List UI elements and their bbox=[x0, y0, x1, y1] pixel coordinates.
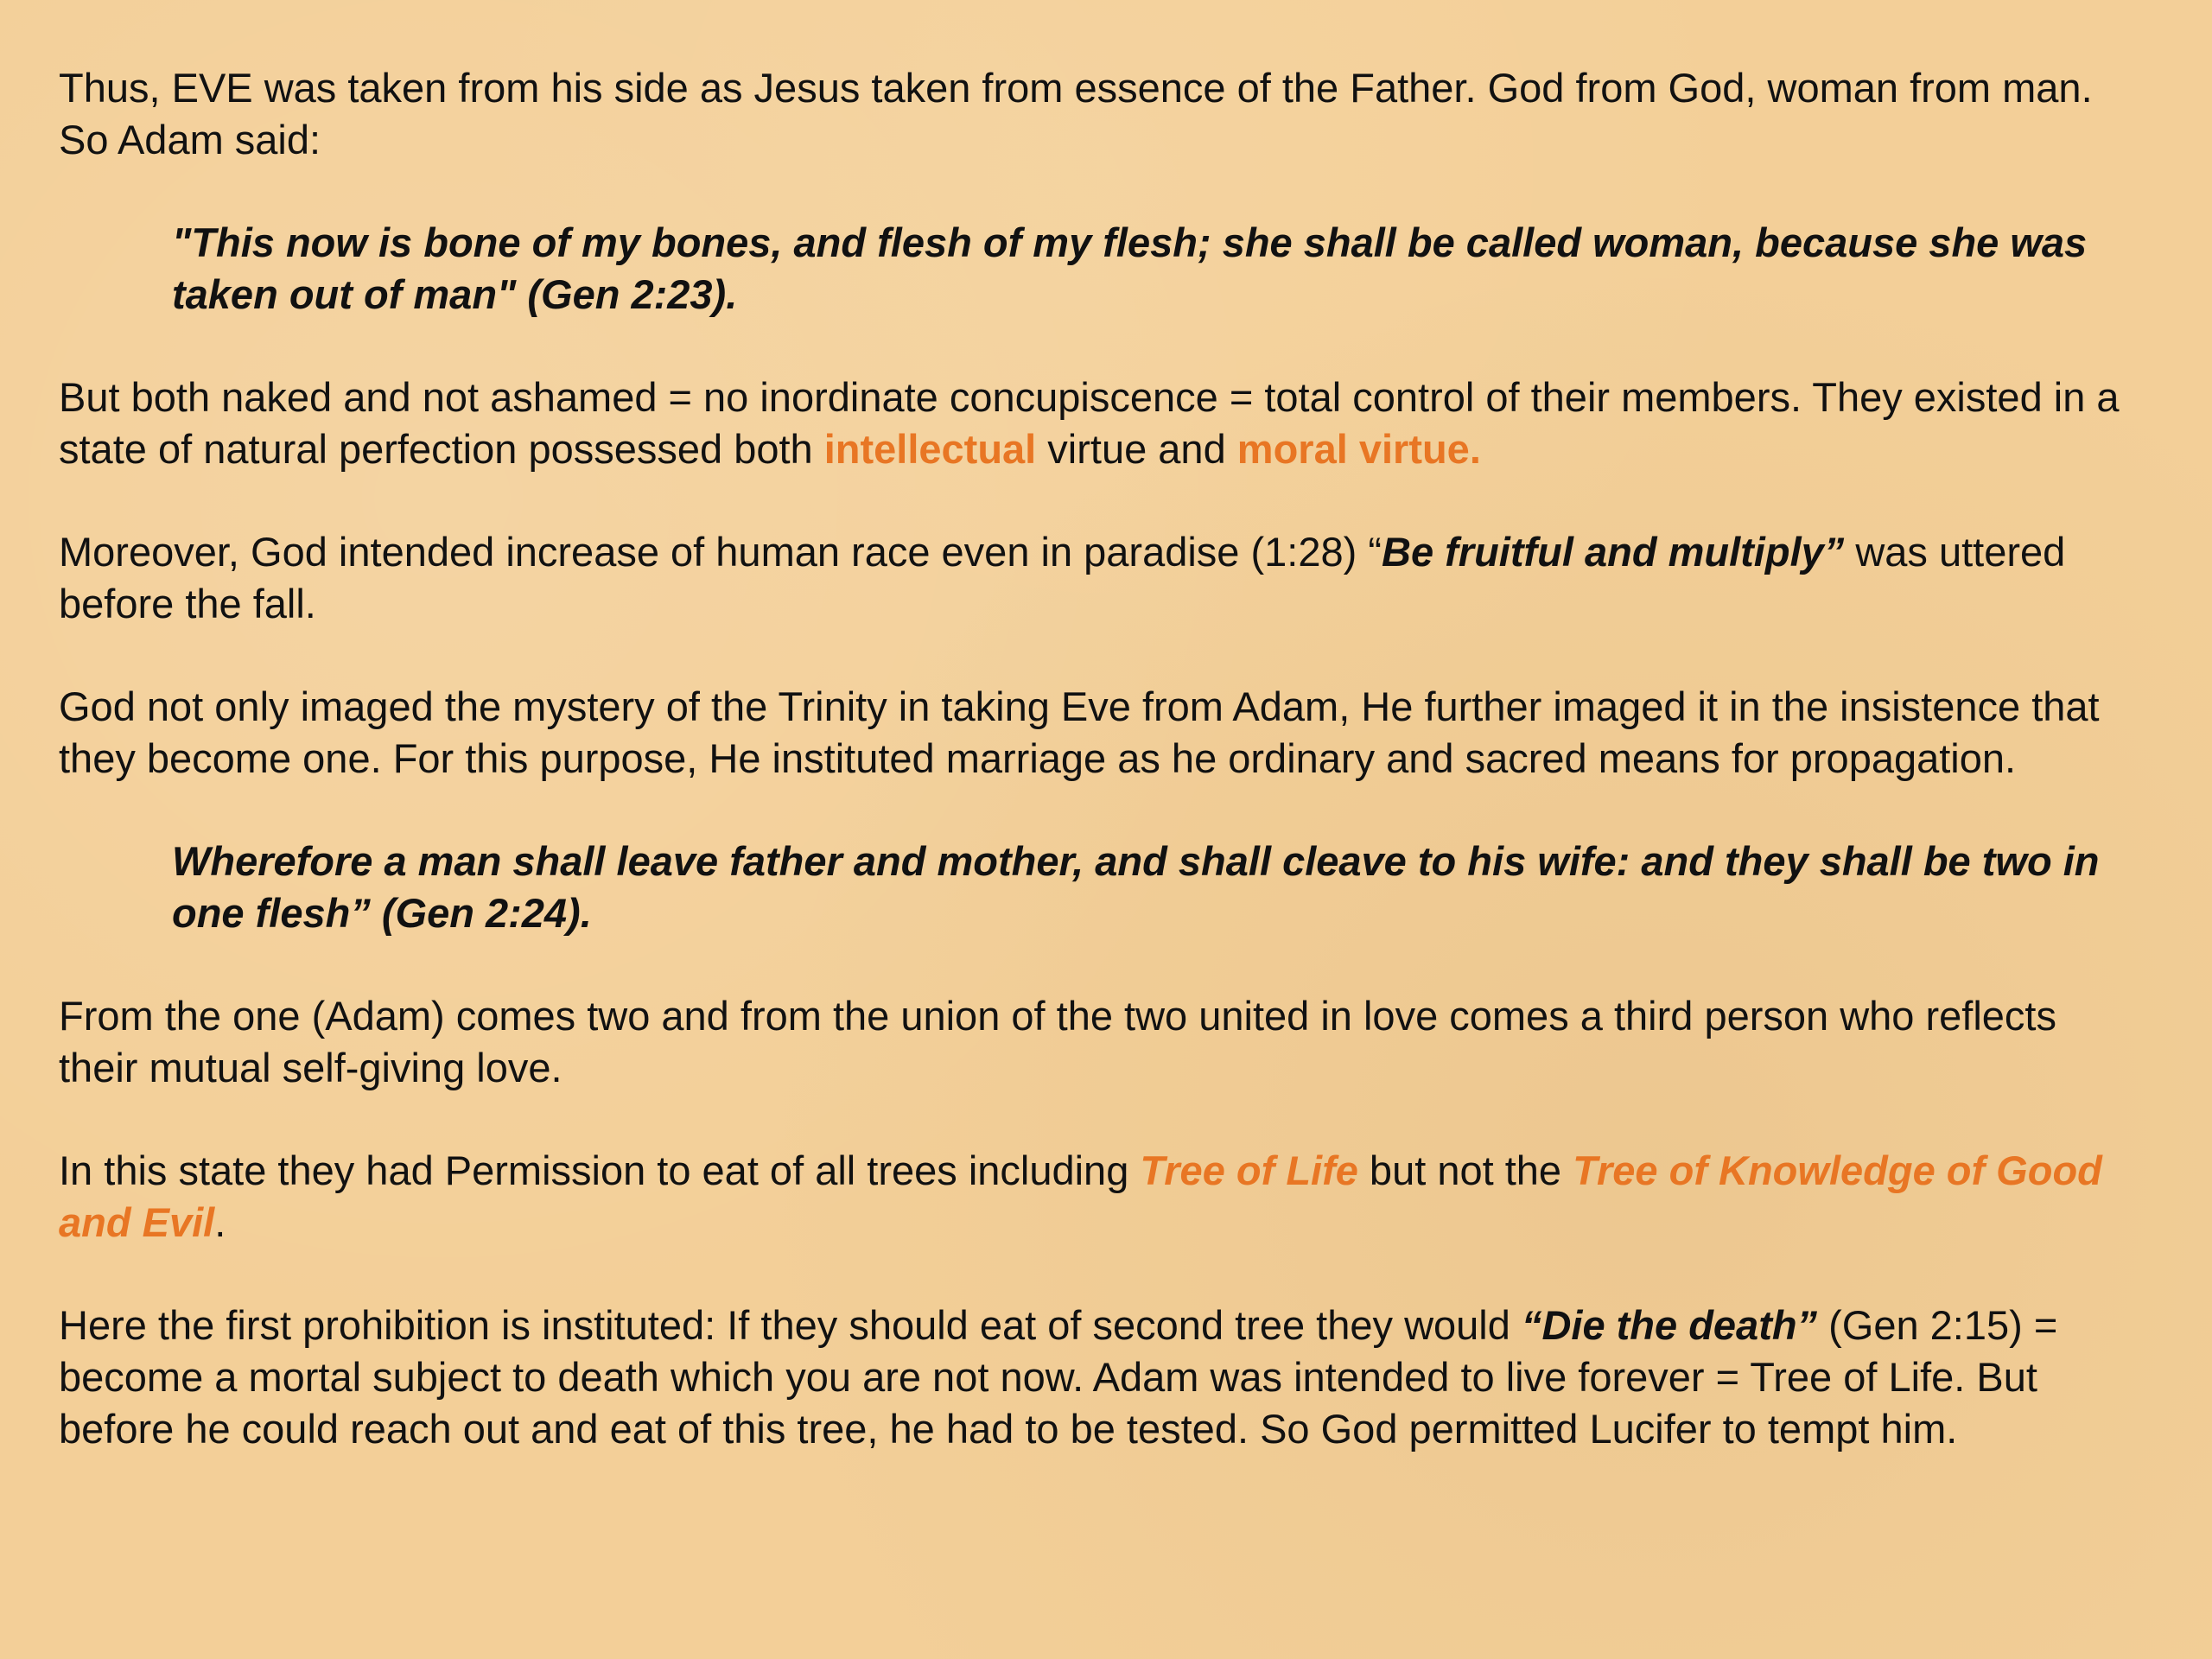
paragraph-eve-taken bbox=[59, 62, 2129, 166]
emphasis-die-the-death: “Die the death” bbox=[1521, 1302, 1818, 1348]
paragraph-increase-of-race bbox=[59, 526, 2129, 630]
quote-gen-2-23-text: "This now is bone of my bones, and flesh of my flesh; she shall be called woman, because she was taken out of man" (Gen 2:23). bbox=[172, 219, 2088, 317]
paragraph-increase-of-race-text-a: Moreover, God intended increase of human race even in paradise (1:28) “ bbox=[59, 529, 1382, 575]
paragraph-one-comes-two-text: From the one (Adam) comes two and from the union of the two united in love comes a third person who reflects their mutual self-giving love. bbox=[59, 993, 2056, 1090]
highlight-tree-of-knowledge: Tree of Knowledge of Good and Evil bbox=[59, 1147, 2102, 1245]
paragraph-trinity-marriage bbox=[59, 681, 2129, 785]
emphasis-be-fruitful: Be fruitful and multiply” bbox=[1382, 529, 1845, 575]
paragraph-first-prohibition-text-a: Here the first prohibition is instituted: If they should eat of second tree they would bbox=[59, 1302, 1522, 1348]
paragraph-eve-taken-text: Thus, EVE was taken from his side as Jesus taken from essence of the Father. God from God, woman from man. So Adam said: bbox=[59, 65, 2093, 162]
highlight-tree-of-life: Tree of Life bbox=[1140, 1147, 1358, 1193]
quote-gen-2-23 bbox=[59, 217, 2129, 321]
quote-gen-2-24 bbox=[59, 836, 2129, 939]
paragraph-first-prohibition-text-b: (Gen 2:15) = become a mortal subject to death which you are not now. Adam was intended to live forever = Tree of Life. But before he could reach out and eat of this tree, he had to be tested. So God permitted Lucifer to tempt him. bbox=[59, 1302, 2058, 1452]
paragraph-first-prohibition bbox=[59, 1300, 2129, 1455]
highlight-moral-virtue: moral virtue. bbox=[1236, 426, 1481, 472]
paragraph-permission-trees-text-a: In this state they had Permission to eat of all trees including bbox=[59, 1147, 1141, 1193]
highlight-intellectual: intellectual bbox=[823, 426, 1037, 472]
paragraph-natural-perfection-text-b: virtue and bbox=[1036, 426, 1237, 472]
paragraph-natural-perfection-text-a: But both naked and not ashamed = no inordinate concupiscence = total control of their members. They existed in a state of natural perfection possessed both bbox=[59, 374, 2120, 472]
paragraph-permission-trees-text-c: . bbox=[214, 1199, 226, 1245]
paragraph-natural-perfection bbox=[59, 372, 2129, 475]
quote-gen-2-24-text: Wherefore a man shall leave father and mother, and shall cleave to his wife: and they shall be two in one flesh” (Gen 2:24). bbox=[172, 838, 2100, 936]
paragraph-increase-of-race-text-b: was uttered before the fall. bbox=[59, 529, 2066, 626]
paragraph-permission-trees-text-b: but not the bbox=[1357, 1147, 1573, 1193]
paragraph-permission-trees bbox=[59, 1145, 2129, 1249]
paragraph-trinity-marriage-text: God not only imaged the mystery of the Trinity in taking Eve from Adam, He further imaged it in the insistence that they become one. For this purpose, He instituted marriage as he ordinary and sacred means for propagation. bbox=[59, 683, 2100, 781]
paragraph-one-comes-two bbox=[59, 990, 2129, 1094]
